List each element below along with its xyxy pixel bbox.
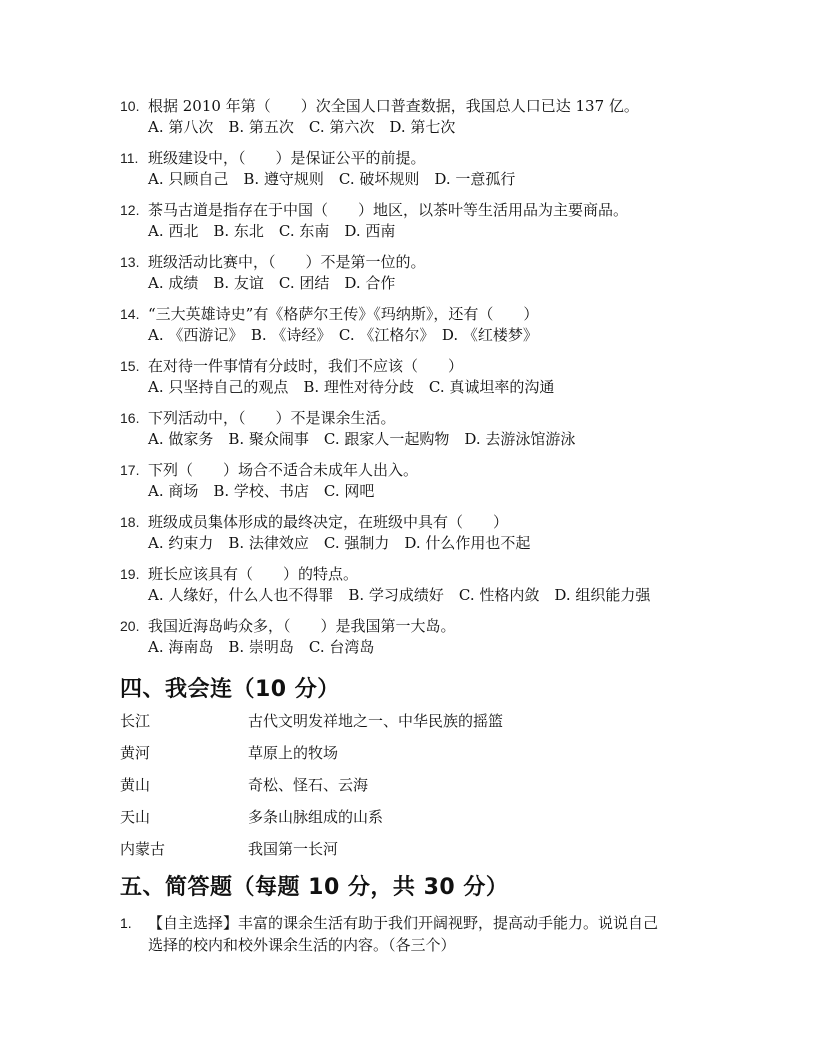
matching-row — [120, 710, 720, 732]
question-options: A. 西北 B. 东北 C. 东南 D. 西南 — [148, 222, 396, 240]
question-14 — [120, 304, 720, 346]
matching-right-item: 草原上的牧场 — [248, 744, 339, 762]
question-10 — [120, 96, 720, 138]
question-options: A. 《西游记》 B. 《诗经》 C. 《江格尔》 D. 《红楼梦》 — [148, 326, 538, 344]
question-options: A. 约束力 B. 法律效应 C. 强制力 D. 什么作用也不起 — [148, 534, 531, 552]
question-number: 20. — [120, 618, 140, 634]
question-stem: 我国近海岛屿众多，（ ）是我国第一大岛。 — [148, 617, 456, 635]
question-stem: “三大英雄诗史”有《格萨尔王传》《玛纳斯》，还有（ ） — [148, 305, 539, 323]
question-text-line: 选择的校内和校外课余生活的内容。（各三个） — [148, 936, 456, 954]
question-options: A. 只坚持自己的观点 B. 理性对待分歧 C. 真诚坦率的沟通 — [148, 378, 555, 396]
question-19 — [120, 564, 720, 606]
question-number: 1. — [120, 915, 132, 931]
question-options: A. 海南岛 B. 崇明岛 C. 台湾岛 — [148, 638, 375, 656]
question-11 — [120, 148, 720, 190]
question-stem: 班级活动比赛中，（ ）不是第一位的。 — [148, 253, 426, 271]
question-stem: 下列（ ）场合不适合未成年人出入。 — [148, 461, 419, 479]
section-heading-short-answer: 五、简答题（每题 10 分，共 30 分） — [120, 875, 509, 900]
question-number: 12. — [120, 202, 140, 218]
question-number: 15. — [120, 358, 140, 374]
matching-row — [120, 806, 720, 828]
question-number: 16. — [120, 410, 140, 426]
matching-left-item: 黄山 — [120, 776, 151, 794]
question-options: A. 做家务 B. 聚众闹事 C. 跟家人一起购物 D. 去游泳馆游泳 — [148, 430, 576, 448]
matching-row — [120, 774, 720, 796]
question-number: 11. — [120, 150, 139, 166]
question-options: A. 第八次 B. 第五次 C. 第六次 D. 第七次 — [148, 118, 456, 136]
matching-left-item: 天山 — [120, 808, 151, 826]
matching-right-item: 我国第一长河 — [248, 840, 339, 858]
question-18 — [120, 512, 720, 554]
question-text-line: 【自主选择】丰富的课余生活有助于我们开阔视野，提高动手能力。说说自己 — [148, 914, 659, 932]
question-16 — [120, 408, 720, 450]
question-stem: 班级建设中，（ ）是保证公平的前提。 — [148, 149, 426, 167]
question-options: A. 人缘好，什么人也不得罪 B. 学习成绩好 C. 性格内敛 D. 组织能力强 — [148, 586, 651, 604]
question-number: 10. — [120, 98, 140, 114]
question-stem: 在对待一件事情有分歧时，我们不应该（ ） — [148, 357, 464, 375]
question-options: A. 只顾自己 B. 遵守规则 C. 破坏规则 D. 一意孤行 — [148, 170, 516, 188]
matching-right-item: 奇松、怪石、云海 — [248, 776, 369, 794]
question-options: A. 成绩 B. 友谊 C. 团结 D. 合作 — [148, 274, 396, 292]
question-stem: 根据 2010 年第（ ）次全国人口普查数据，我国总人口已达 137 亿。 — [148, 97, 639, 115]
question-12 — [120, 200, 720, 242]
question-20 — [120, 616, 720, 658]
matching-left-item: 长江 — [120, 712, 151, 730]
question-17 — [120, 460, 720, 502]
short-answer-question-1 — [120, 912, 720, 956]
section-heading-matching: 四、我会连（10 分） — [120, 677, 340, 702]
question-stem: 班级成员集体形成的最终决定，在班级中具有（ ） — [148, 513, 509, 531]
question-stem: 茶马古道是指存在于中国（ ）地区，以茶叶等生活用品为主要商品。 — [148, 201, 629, 219]
question-number: 13. — [120, 254, 140, 270]
matching-row — [120, 838, 720, 860]
question-number: 17. — [120, 462, 140, 478]
question-number: 18. — [120, 514, 140, 530]
matching-left-item: 内蒙古 — [120, 840, 166, 858]
question-15 — [120, 356, 720, 398]
question-number: 19. — [120, 566, 140, 582]
matching-right-item: 古代文明发祥地之一、中华民族的摇篮 — [248, 712, 504, 730]
matching-row — [120, 742, 720, 764]
question-number: 14. — [120, 306, 140, 322]
question-stem: 班长应该具有（ ）的特点。 — [148, 565, 359, 583]
question-options: A. 商场 B. 学校、书店 C. 网吧 — [148, 482, 375, 500]
question-13 — [120, 252, 720, 294]
matching-left-item: 黄河 — [120, 744, 151, 762]
matching-right-item: 多条山脉组成的山系 — [248, 808, 384, 826]
question-stem: 下列活动中，（ ）不是课余生活。 — [148, 409, 396, 427]
